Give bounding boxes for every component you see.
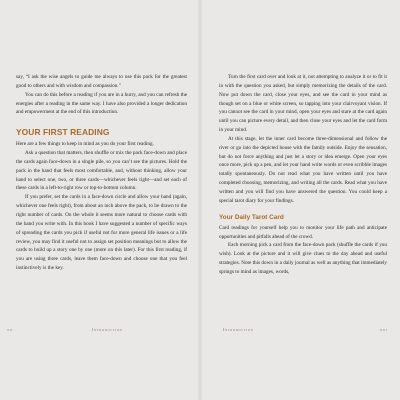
right-paragraph-4: Each morning pick a card from the face-down pack (shuffle the cards if you wish). Look at the picture and it will give clues to the day ahead and useful strategies. Note this down in a daily journal as well as anything that immediately springs to mind as images, words,	[219, 242, 387, 275]
left-text-block	[16, 73, 187, 273]
book-gutter-shadow	[197, 0, 203, 400]
right-page	[200, 0, 400, 400]
left-paragraph-3: Here are a few things to keep in mind as you do your first reading.	[16, 141, 154, 148]
right-text-block	[219, 73, 387, 277]
left-paragraph-2: You can do this before a reading if you are in a hurry, and you can refresh the energies after a reading in the same way. I have also provided a longer dedication and empowerment at the end of this introduction.	[16, 91, 187, 116]
left-paragraph-5: If you prefer, set the cards in a face-down circle and allow your hand (again, whichever one feels right), from about an inch above the pack, to be drawn to the right number of cards. On the whole it seems more natural to choose cards with the hand you write with. In this book I have suggested a number of specific ways of spreading the cards you pick if useful not for more general life issues or a life review, you may find it useful not to assign set position meanings but to allow the cards to build up a story one by one (more on this later). For this first reading, if you are using three cards, leave them face-down and choose one that you feel instinctively is the key.	[16, 194, 187, 272]
left-paragraph-4: Ask a question that matters, then shuffle or mix the pack face-down and place the cards again face-down in a single pile, so you can’t see the pictures. Hold the pack in the hand that feels most comfortable, and, without thinking, allow your hand to select one, two, or three cards—whichever feels right—and set each of these cards in a left-to-right row or top-to-bottom column.	[16, 150, 187, 192]
subsection-heading-daily-card: Your Daily Tarot Card	[219, 213, 284, 221]
section-heading-first-reading: YOUR FIRST READING	[16, 127, 110, 138]
left-running-footer: Introduction	[92, 327, 123, 332]
left-page-number: xii	[7, 327, 13, 332]
right-paragraph-1: Turn the first card over and look at it, not attempting to analyze it or to fit it in with the question you asked, but simply memorizing the details of the card. Now put down the card, close your eyes, and see the card in your mind as though set on a blue or white screen, so tapping into your clairvoyant vision. If you cannot see the card in your mind, open your eyes and stare at the card again until you can picture every detail, and then close your eyes and let the card form in your mind.	[219, 74, 387, 134]
right-paragraph-3: Card readings for yourself help you to monitor your life path and anticipate opportunities and pitfalls ahead of the crowd.	[219, 224, 387, 240]
left-paragraph-1: say, “I ask the wise angels to guide me always to use this pack for the greatest good to others and with wisdom and compassion.”	[16, 74, 187, 89]
right-page-number: xiii	[380, 327, 388, 332]
right-paragraph-2: At this stage, let the inner card become three-dimensional and follow the river or go into the depicted house with the family outside. Enjoy the sensation, but do not force anything and just let a story or idea emerge. Open your eyes once more, pick up a pen, and let your hand write words or even scribble images totally spontaneously. Do not read what you have written until you have completed choosing, memorizing, and writing all the cards. Read what you have written and you will find you have answered the question. You could keep a special tarot diary for your findings.	[219, 135, 387, 204]
right-running-footer: Introduction	[223, 327, 254, 332]
